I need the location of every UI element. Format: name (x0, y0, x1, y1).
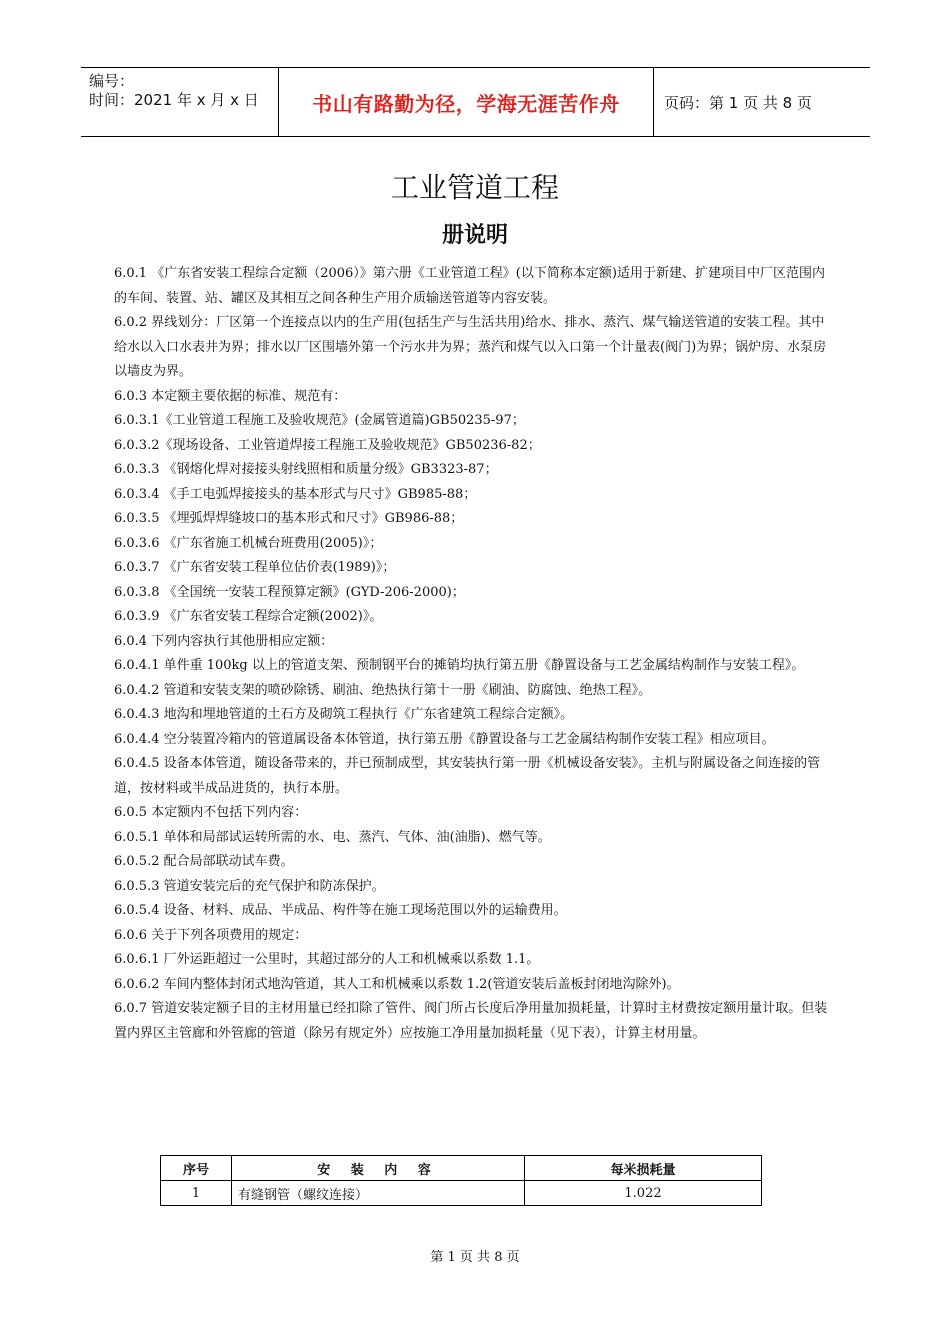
paragraph: 6.0.6 关于下列各项费用的规定： (114, 927, 308, 943)
paragraph: 6.0.5 本定额内不包括下列内容： (114, 805, 308, 820)
paragraph: 6.0.5.1 单体和局部试运转所需的水、电、蒸汽、气体、油(油脂)、燃气等。 (114, 829, 551, 845)
table-header-row (161, 1156, 762, 1181)
header-left-cell (81, 68, 279, 136)
paragraph: 6.0.4 下列内容执行其他册相应定额： (114, 633, 334, 649)
paragraph: 6.0.5.4 设备、材料、成品、半成品、构件等在施工现场范围以外的运输费用。 (114, 903, 567, 918)
paragraph: 6.0.3 本定额主要依据的标准、规范有： (114, 388, 347, 404)
paragraph: 6.0.3.3 《钢熔化焊对接接头射线照相和质量分级》GB3323-87； (114, 462, 498, 477)
paragraph: 6.0.4.3 地沟和埋地管道的土石方及砌筑工程执行《广东省建筑工程综合定额》。 (114, 707, 574, 722)
document-subtitle: 册说明 (441, 223, 508, 248)
document-title: 工业管道工程 (390, 171, 559, 204)
table-row (161, 1181, 762, 1206)
paragraph: 6.0.3.4 《手工电弧焊接接头的基本形式与尺寸》GB985-88； (114, 486, 477, 502)
cell-content: 有缝钢管（螺纹连接） (232, 1181, 525, 1206)
paragraph: 6.0.4.2 管道和安装支架的喷砂除锈、刷油、绝热执行第十一册《刷油、防腐蚀、绝热工程》。 (114, 682, 652, 698)
time-label: 时间：2021 年 x 月 x 日 (89, 91, 259, 109)
paragraph: 6.0.2 界线划分：厂区第一个连接点以内的生产用(包括生产与生活共用)给水、排水、蒸汽、煤气输送管道的安装工程。其中给水以入口水表井为界；排水以厂区围墙外第一个污水井为界；蒸汽和煤气以入口第一个计量表(阀门)为界；锅炉房、水泵房以墙皮为界。 (114, 315, 827, 379)
paragraph: 6.0.3.5 《埋弧焊焊缝坡口的基本形式和尺寸》GB986-88； (114, 511, 464, 526)
header-loss: 每米损耗量 (525, 1156, 762, 1181)
page-footer: 第 1 页 共 8 页 (430, 1250, 520, 1265)
paragraph: 6.0.3.1《工业管道工程施工及验收规范》(金属管道篇)GB50235-97； (114, 413, 525, 428)
header-motto-cell (279, 68, 654, 136)
paragraph: 6.0.5.3 管道安装完后的充气保护和防冻保护。 (114, 878, 385, 894)
header-content: 安 装 内 容 (232, 1156, 525, 1181)
header-seq: 序号 (161, 1156, 232, 1181)
paragraph: 6.0.6.1 厂外运距超过一公里时，其超过部分的人工和机械乘以系数 1.1。 (114, 952, 540, 967)
paragraph: 6.0.3.7 《广东省安装工程单位估价表(1989)》； (114, 560, 396, 575)
paragraph: 6.0.4.5 设备本体管道，随设备带来的，并已预制成型，其安装执行第一册《机械设备安装》。主机与附属设备之间连接的管道，按材料或半成品进货的，执行本册。 (114, 756, 821, 796)
paragraph: 6.0.5.2 配合局部联动试车费。 (114, 854, 294, 869)
paragraph: 6.0.3.9 《广东省安装工程综合定额(2002)》。 (114, 609, 383, 624)
paragraph: 6.0.4.4 空分装置冷箱内的管道属设备本体管道，执行第五册《静置设备与工艺金属结构制作安装工程》相应项目。 (114, 731, 775, 747)
cell-seq: 1 (161, 1181, 232, 1206)
page-header (81, 67, 870, 137)
cell-loss: 1.022 (525, 1181, 762, 1206)
paragraph: 6.0.3.6 《广东省施工机械台班费用(2005)》； (114, 535, 383, 551)
body-text (114, 262, 836, 1046)
header-page-cell (654, 68, 870, 136)
paragraph: 6.0.4.1 单件重 100kg 以上的管道支架、预制钢平台的摊销均执行第五册《静置设备与工艺金属结构制作与安装工程》。 (114, 658, 805, 673)
paragraph: 6.0.3.8 《全国统一安装工程预算定额》(GYD-206-2000)； (114, 584, 465, 600)
paragraph: 6.0.3.2《现场设备、工业管道焊接工程施工及验收规范》GB50236-82； (114, 437, 541, 453)
page-info: 页码：第 1 页 共 8 页 (664, 93, 812, 112)
loss-rate-table (160, 1155, 762, 1206)
paragraph: 6.0.7 管道安装定额子目的主材用量已经扣除了管件、阀门所占长度后净用量加损耗量，计算时主材费按定额用量计取。但装置内界区主管廊和外管廊的管道（除另有规定外）应按施工净用量加损耗量（见下表），计算主材用量。 (114, 1001, 828, 1041)
paragraph: 6.0.1 《广东省安装工程综合定额（2006）》第六册《工业管道工程》(以下简称本定额)适用于新建、扩建项目中厂区范围内的车间、装置、站、罐区及其相互之间各种生产用介质输送管道等内容安装。 (114, 266, 825, 306)
motto-text: 书山有路勤为径，学海无涯苦作舟 (312, 91, 620, 116)
serial-label: 编号： (89, 72, 135, 90)
paragraph: 6.0.6.2 车间内整体封闭式地沟管道，其人工和机械乘以系数 1.2(管道安装后盖板封闭地沟除外)。 (114, 976, 680, 992)
